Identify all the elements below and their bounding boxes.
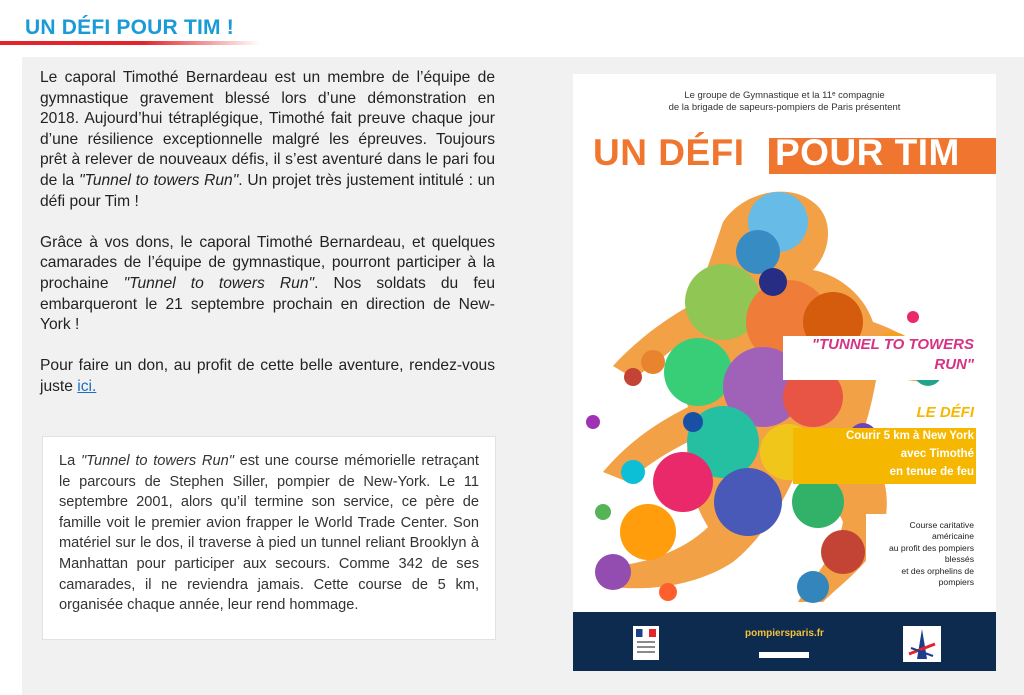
tunnel-run-line: RUN" [934,356,974,373]
charity-line: pompiers [938,577,974,588]
article-paragraph-3 [40,356,495,397]
eiffel-tower-icon [903,626,941,662]
poster-title-part2: POUR TIM [775,132,960,173]
footer-bar [759,652,809,658]
info-box [42,436,496,640]
tunnel-run-line: "TUNNEL TO TOWERS [811,336,974,353]
poster-subtitle-line: Le groupe de Gymnastique et la 11ᵉ compagnie [684,90,885,101]
event-name-emphasis: "Tunnel to towers Run" [80,453,234,469]
paragraph-text: Grâce à vos dons, le caporal Timothé Bernardeau, et quelques camarades de l’équipe de gymnastique, pourront participer à la prochaine [40,233,495,292]
event-name-emphasis: "Tunnel to towers Run" [78,171,239,189]
page-header [0,0,1024,50]
paragraph-text: Le caporal Timothé Bernardeau est un membre de l’équipe de gymnastique gravement blessé lors d’une démonstration en 2018. Aujourd’hui tétraplégique, Timothé fait preuve chaque jour d’une résilience exceptionnelle malgré les épreuves. Toujours prêt à relever de nouveaux défis, il s’est aventuré dans le pari fou de la [40,69,495,189]
logo-line [637,646,655,648]
defi-line-2: avec Timothé [900,448,974,460]
paragraph-text: Pour faire un don, au profit de cette belle aventure, rendez-vous juste [40,357,495,395]
defi-line-1: Courir 5 km à New York [845,430,974,442]
logo-line [637,651,655,653]
charity-line: américaine [931,531,974,542]
charity-line: au profit des pompiers [888,542,974,553]
poster-title-band [769,132,996,174]
footer-url: pompiersparis.fr [745,628,824,639]
info-text: La [59,453,81,469]
article-paragraph-2 [40,233,495,336]
article-text [40,68,495,418]
poster-footer [573,612,996,671]
poster-subtitle [573,90,996,114]
paragraph-text: . Nos soldats du feu embarqueront le 21 septembre prochain en direction de New-York ! [40,274,496,334]
charity-line: Course caritative [909,520,974,530]
page-title: UN DÉFI POUR TIM ! [25,16,234,39]
tunnel-run-label [812,335,974,375]
poster-title-part1: UN DÉFI [593,132,745,173]
poster-subtitle-line: de la brigade de sapeurs-pompiers de Paris présentent [668,102,901,113]
defi-heading: LE DÉFI [916,404,974,421]
paragraph-text: . Un projet très justement intitulé : un défi pour Tim ! [40,171,495,210]
defi-line-3: en tenue de feu [889,466,974,478]
donate-link[interactable]: ici. [77,377,97,395]
info-text: est une course mémorielle retraçant le parcours de Stephen Siller, pompier de New-York. Le 11 septembre 2001, alors qu’il termine son service, ce père de famille voit le premier avion frapper le World Trade Center. Son matériel sur le dos, il traverse à pied un tunnel reliant Brooklyn à Manhattan pour participer aux secours. Comme 342 de ses camarades, il ne reviendra jamais. Cette course de 5 km, organisée chaque année, leur rend hommage. [59,453,479,614]
charity-line: et des orphelins de [901,565,974,576]
title-underline [0,41,260,45]
charity-line: blessés [944,554,974,565]
brigade-logo [903,626,941,662]
charity-text [889,520,974,588]
article-paragraph-1 [40,68,495,212]
event-poster [573,74,996,671]
event-name-emphasis: "Tunnel to towers Run" [123,274,315,292]
logo-line [637,641,655,643]
